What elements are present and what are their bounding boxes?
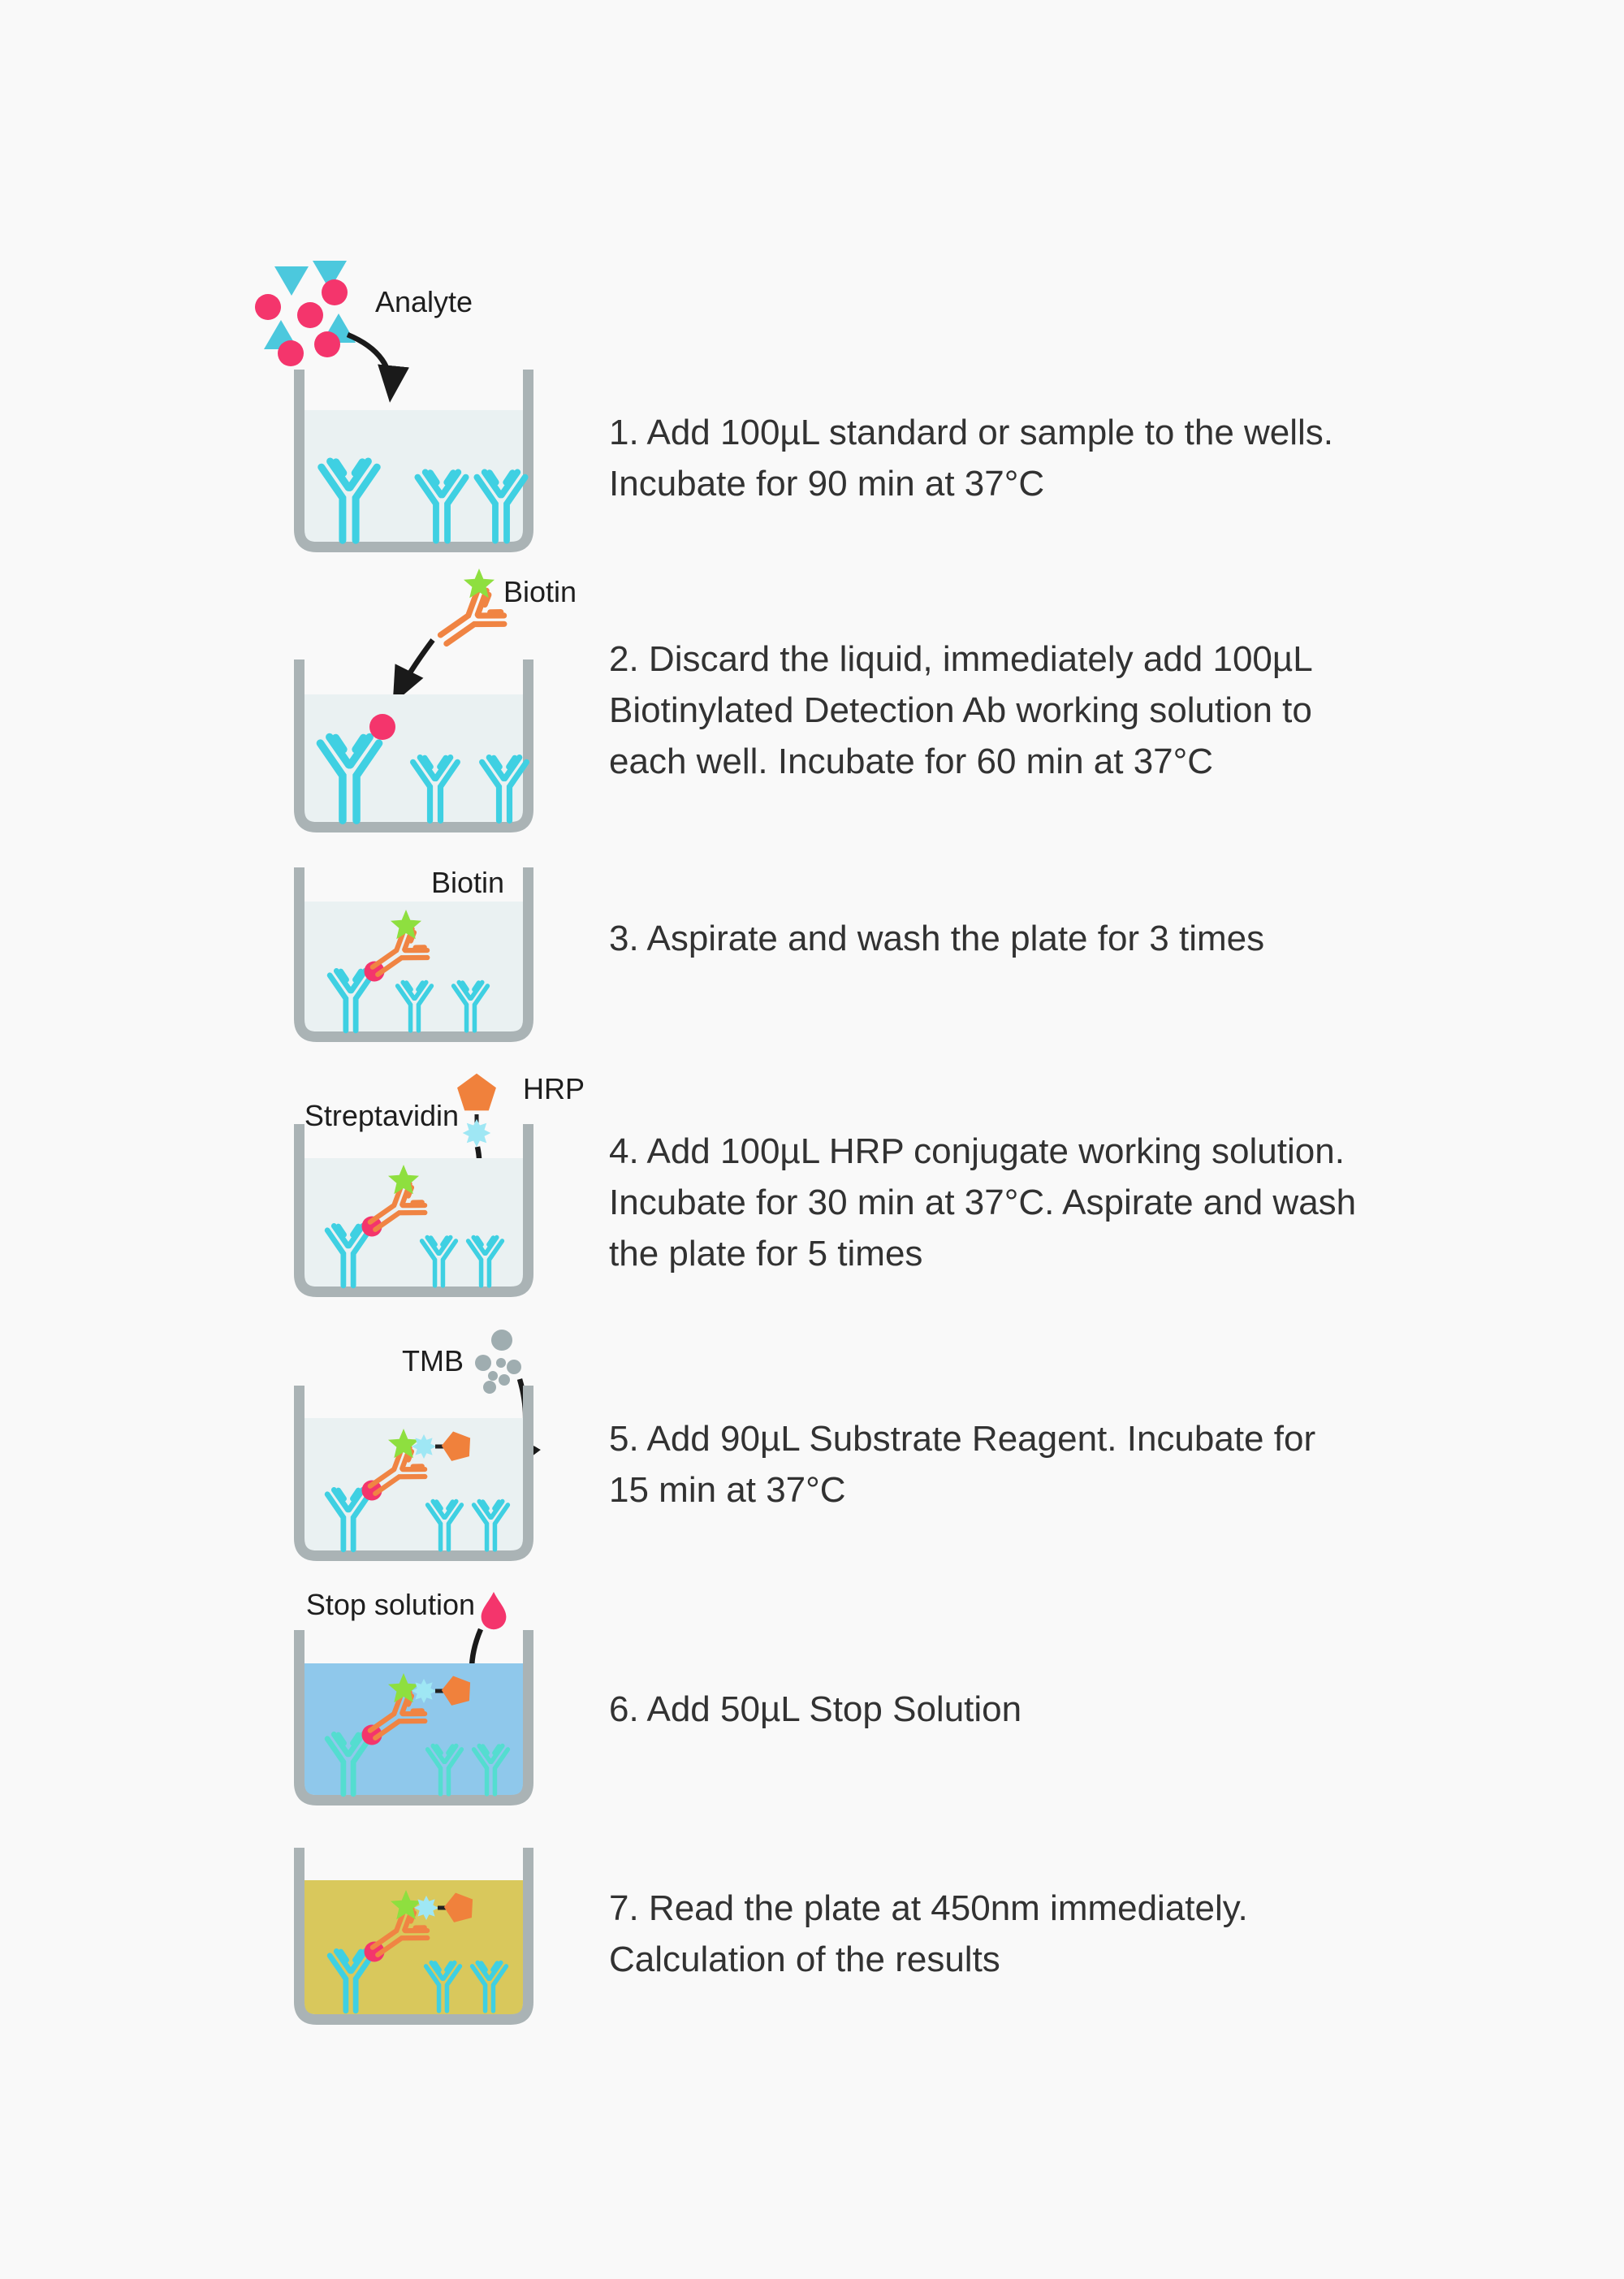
analyte-label: Analyte — [375, 285, 473, 318]
step-5-text — [609, 1413, 1315, 1516]
step-7-text — [609, 1883, 1248, 1985]
hrp-pentagon-icon — [457, 1074, 496, 1111]
step-7-line: Calculation of the results — [609, 1940, 1000, 1979]
detection-antibody-icon — [430, 585, 508, 657]
tmb-label: TMB — [402, 1344, 464, 1377]
step-7-illustration — [244, 1844, 585, 2043]
well-7-liquid — [304, 1880, 523, 2014]
step-5-line: 5. Add 90µL Substrate Reagent. Incubate for — [609, 1419, 1316, 1459]
step-6-line: 6. Add 50µL Stop Solution — [609, 1689, 1022, 1729]
well-4 — [300, 1124, 529, 1292]
tmb-dots-icon — [475, 1330, 521, 1394]
bound-analyte-icon — [369, 714, 395, 740]
hrp-label: HRP — [523, 1072, 585, 1105]
streptavidin-label: Streptavidin — [304, 1099, 459, 1132]
streptavidin-icon — [463, 1119, 491, 1148]
add-antibody-arrow-icon — [396, 640, 433, 697]
stop-solution-label: Stop solution — [305, 1588, 475, 1621]
biotin-label: Biotin — [503, 575, 577, 608]
step-6-text — [609, 1684, 1021, 1735]
step-3-line: 3. Aspirate and wash the plate for 3 times — [609, 919, 1265, 958]
step-3-illustration — [244, 861, 585, 1056]
biotin-label: Biotin — [431, 866, 505, 899]
step-2-line: 2. Discard the liquid, immediately add 100µL — [609, 639, 1313, 679]
step-4-text — [609, 1126, 1356, 1279]
well-6-liquid — [304, 1663, 523, 1795]
step-5-line: 15 min at 37°C — [609, 1470, 846, 1510]
analyte-cluster-icon — [255, 261, 356, 366]
well-5-liquid — [304, 1418, 523, 1550]
step-2-line: each well. Incubate for 60 min at 37°C — [609, 742, 1214, 781]
add-sample-arrow-icon — [348, 335, 391, 395]
step-4-line: the plate for 5 times — [609, 1234, 923, 1274]
step-7-line: 7. Read the plate at 450nm immediately. — [609, 1888, 1248, 1928]
stop-solution-drop-icon — [482, 1592, 507, 1629]
step-4-line: Incubate for 30 min at 37°C. Aspirate and wash — [609, 1183, 1357, 1222]
step-2-line: Biotinylated Detection Ab working solution to — [609, 690, 1312, 730]
step-1-text — [609, 407, 1333, 509]
step-4-line: 4. Add 100µL HRP conjugate working solution. — [609, 1131, 1345, 1171]
step-1-line: 1. Add 100µL standard or sample to the wells. — [609, 413, 1334, 452]
step-2-text — [609, 634, 1313, 787]
step-1-line: Incubate for 90 min at 37°C — [609, 464, 1045, 504]
step-3-text — [609, 913, 1264, 964]
